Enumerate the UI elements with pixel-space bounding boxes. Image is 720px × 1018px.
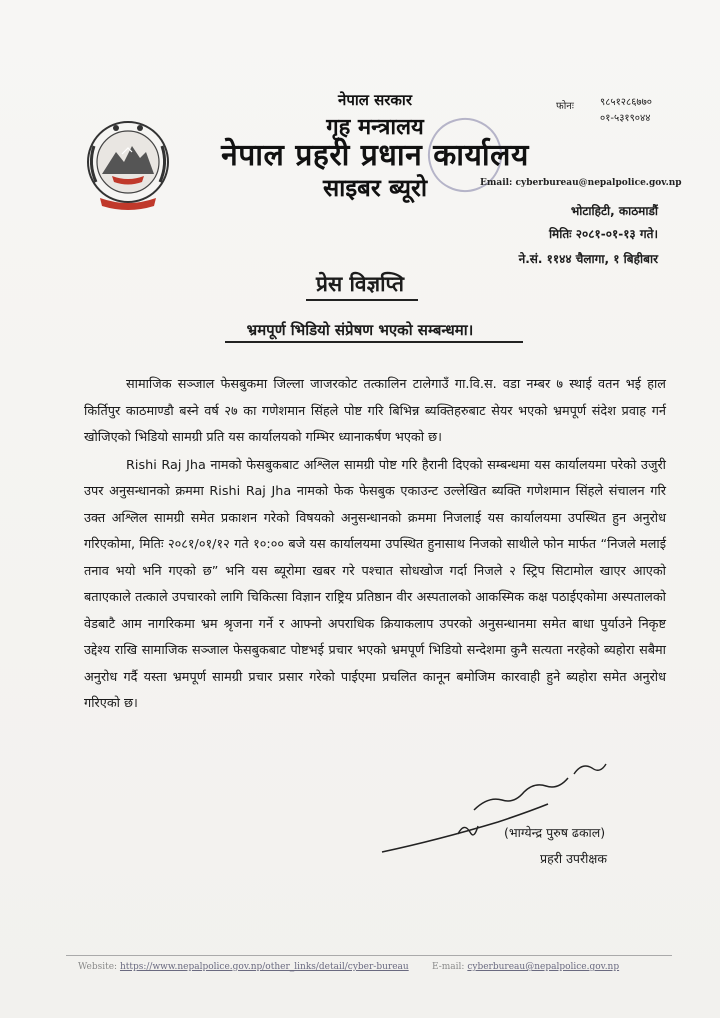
phone-label: फोनः bbox=[556, 101, 574, 112]
handwritten-signature bbox=[378, 752, 628, 862]
body-paragraph-1: सामाजिक सञ्जाल फेसबुकमा जिल्ला जाजरकोट तत्कालिन टालेगाउँ गा.वि.स. वडा नम्बर ७ स्थाई वतन भई हाल किर्तिपुर काठमाण्डौ बस्ने वर्ष २७ का गणेशमान सिंहले पोष्ट गरि बिभिन्न ब्यक्तिहरुबाट सेयर भएको भ्रमपूर्ण संदेश प्रवाह गर्न खोजिएको भिडियो सामग्री प्रति यस कार्यालयको गम्भिर ध्यानाकर्षण भएको छ। bbox=[84, 377, 666, 445]
header-email: Email: cyberbureau@nepalpolice.gov.np bbox=[480, 178, 682, 188]
footer-divider bbox=[66, 955, 672, 956]
title-underline bbox=[306, 299, 418, 301]
government-name: नेपाल सरकार bbox=[338, 91, 412, 109]
ministry-name: गृह मन्त्रालय bbox=[326, 115, 424, 140]
document-title: प्रेस विज्ञप्ति bbox=[316, 272, 404, 296]
footer-email-label: E-mail: bbox=[432, 962, 465, 972]
footer-email bbox=[432, 962, 619, 972]
subject-underline bbox=[225, 341, 523, 343]
footer-website-label: Website: bbox=[78, 962, 118, 972]
phone-number-2: ०१-५३१९०४४ bbox=[600, 113, 651, 124]
footer-website bbox=[78, 962, 409, 972]
letter-date: मितिः २०८१-०१-१३ गते। bbox=[548, 227, 658, 241]
phone-number-1: ९८५१२८६७७० bbox=[600, 97, 652, 108]
nepal-government-emblem bbox=[82, 112, 174, 214]
signatory-title: प्रहरी उपरीक्षक bbox=[540, 851, 607, 866]
nepal-sambat-date: ने.सं. ११४४ चैलागा, १ बिहीबार bbox=[518, 252, 658, 266]
footer-website-link[interactable]: https://www.nepalpolice.gov.np/other_links/detail/cyber-bureau bbox=[119, 962, 409, 972]
document-subject: भ्रमपूर्ण भिडियो संप्रेषण भएको सम्बन्धमा। bbox=[246, 321, 474, 339]
signatory-name: (भाग्येन्द्र पुरुष ढकाल) bbox=[504, 825, 606, 840]
office-address: भोटाहिटी, काठमाडौं bbox=[570, 204, 658, 218]
letter-body bbox=[84, 372, 666, 718]
bureau-name: साइबर ब्यूरो bbox=[322, 174, 428, 202]
body-paragraph-2: Rishi Raj Jha नामको फेसबुकबाट अश्लिल सामग्री पोष्ट गरि हैरानी दिएको सम्बन्धमा यस कार्यालयमा परेको उजुरी उपर अनुसन्धानको क्रममा Rishi Raj Jha नामको फेक फेसबुक एकाउन्ट उल्लेखित ब्यक्ति गणेशमान सिंहले संचालन गरि उक्त अश्लिल सामग्री समेत प्रकाशन गरेको विषयको अनुसन्धानको क्रममा निजलाई यस कार्यालयमा उपस्थित हुन अनुरोध गरिएकोमा, मितिः २०८१/०१/१२ गते १०:०० बजे यस कार्यालयमा उपस्थित हुनासाथ निजको साथीले फोन मार्फत “निजले मलाई तनाव भयो भनि गएको छ” भनि यस ब्यूरोमा खबर गरे पश्चात सोधखोज गर्दा निजले २ स्ट्रिप सिटामोल खाएर आएको बताएकाले तत्काले उपचारको लागि चिकित्सा विज्ञान राष्ट्रिय प्रतिष्ठान वीर अस्पतालको आकस्मिक कक्ष पठाईएकोमा अस्पतालको वेडबाटै आम नागरिकमा भ्रम श्रृजना गर्ने र आफ्नो अपराधिक क्रियाकलाप उपरको अनुसन्धानमा समेत बाधा पुर्याउने निकृष्ट उद्देश्य राखि सामाजिक सञ्जाल फेसबुकबाट पोष्टभई प्रचार भएको भ्रमपूर्ण भिडियो सन्देशमा कुनै सत्यता नरहेको ब्यहोरा सबैमा अनुरोध गर्दै यस्ता भ्रमपूर्ण सामग्री प्रचार प्रसार गरेको पाईएमा प्रचलित कानून बमोजिम कारवाही हुने ब्यहोरा समेत अनुरोध गरिएको छ। bbox=[84, 457, 666, 711]
office-name: नेपाल प्रहरी प्रधान कार्यालय bbox=[221, 138, 529, 173]
footer-email-link[interactable]: cyberbureau@nepalpolice.gov.np bbox=[467, 962, 620, 972]
